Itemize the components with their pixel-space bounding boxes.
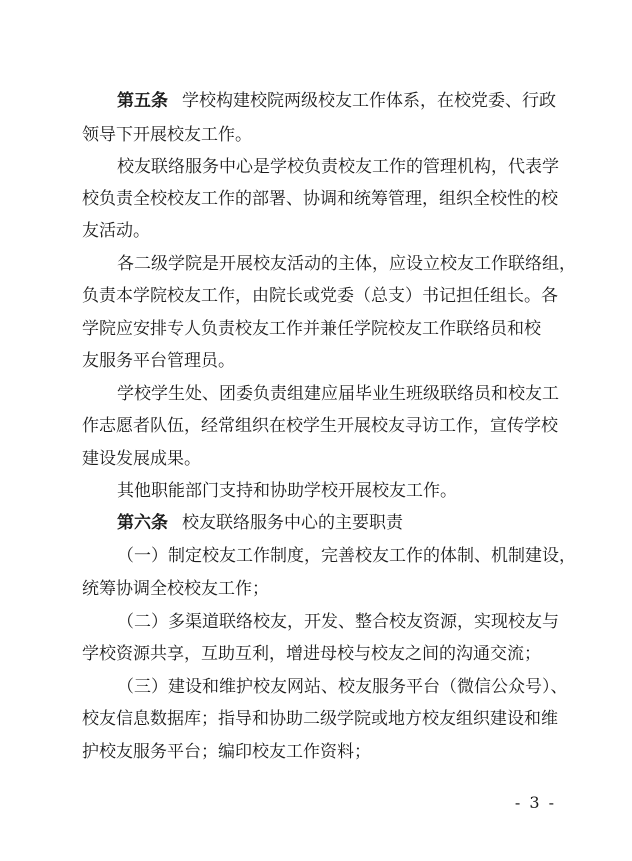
list-item-line: 护校友服务平台；编印校友工作资料； [82,742,371,762]
article-6-line [117,512,597,534]
paragraph-line: 建设发展成果。 [82,449,201,469]
list-item-line: 统筹协调全校校友工作； [82,579,269,599]
paragraph-line: 校友联络服务中心是学校负责校友工作的管理机构，代表学 [117,157,559,177]
article-5-text: 学校构建校院两级校友工作体系，在校党委、行政 [182,91,556,111]
paragraph-line: 其他职能部门支持和协助学校开展校友工作。 [117,481,457,501]
article-5-line [117,90,597,112]
list-item-line: （二）多渠道联络校友，开发、整合校友资源，实现校友与 [117,612,559,632]
paragraph-line: 作志愿者队伍，经常组织在校学生开展校友寻访工作，宣传学校 [82,416,558,436]
paragraph-line: 领导下开展校友工作。 [82,125,252,145]
page-number: - 3 - [514,793,556,812]
article-5-title: 第五条 [117,91,168,111]
article-6-title: 第六条 [117,513,168,533]
paragraph-line: 友服务平台管理员。 [82,351,235,371]
article-6-heading: 校友联络服务中心的主要职责 [182,513,403,533]
list-item-line: （一）制定校友工作制度，完善校友工作的体制、机制建设， [117,546,576,566]
list-item-line: 学校资源共享，互助互利，增进母校与校友之间的沟通交流； [82,644,541,664]
paragraph-line: 各二级学院是开展校友活动的主体，应设立校友工作联络组， [117,254,576,274]
paragraph-line: 友活动。 [82,221,150,241]
paragraph-line: 学校学生处、团委负责组建应届毕业生班级联络员和校友工 [117,384,559,404]
paragraph-line: 校负责全校校友工作的部署、协调和统筹管理，组织全校性的校 [82,189,558,209]
list-item-line: 校友信息数据库；指导和协助二级学院或地方校友组织建设和维 [82,709,558,729]
paragraph-line: 学院应安排专人负责校友工作并兼任学院校友工作联络员和校 [82,319,541,339]
list-item-line: （三）建设和维护校友网站、校友服务平台（微信公众号）、 [117,677,568,697]
paragraph-line: 负责本学院校友工作，由院长或党委（总支）书记担任组长。各 [82,286,558,306]
